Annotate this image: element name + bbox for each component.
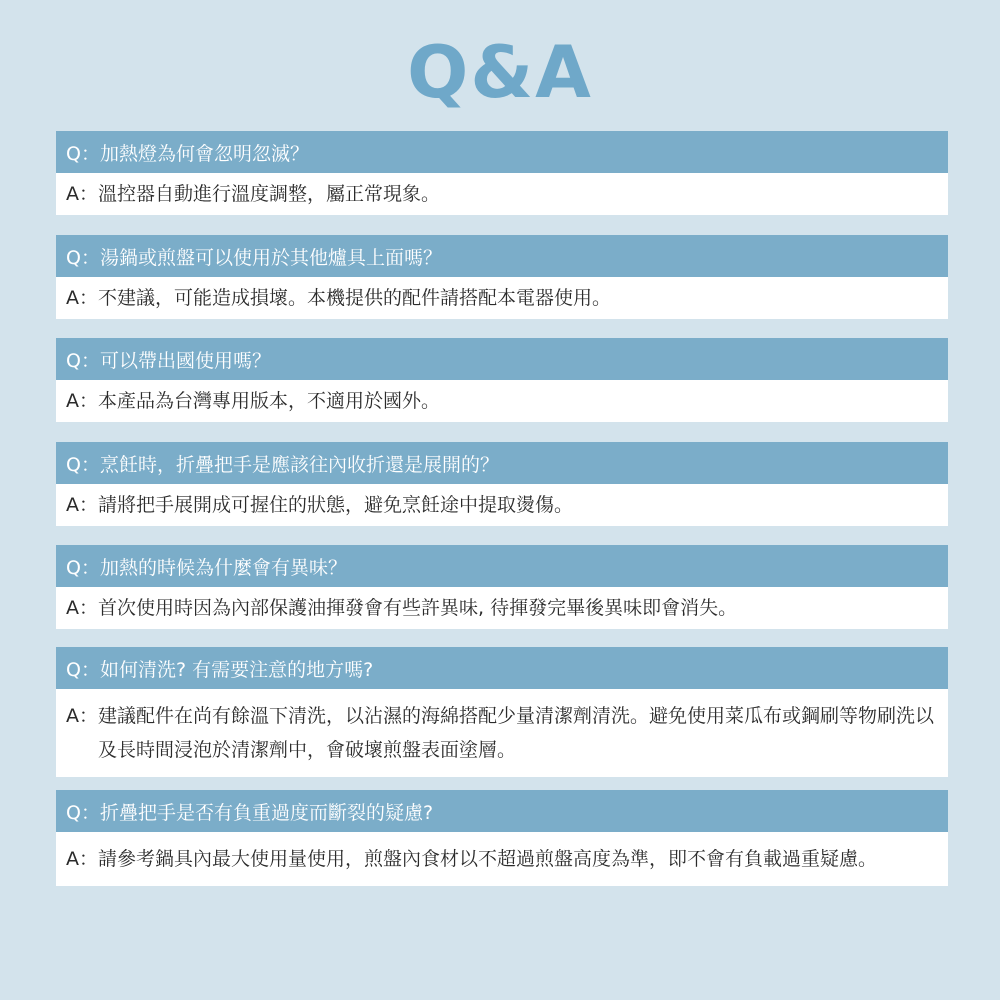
answer-prefix: A： [66, 390, 98, 412]
question-row [56, 790, 948, 832]
question-row [56, 235, 948, 277]
question-prefix: Q： [66, 556, 100, 579]
question-row [56, 131, 948, 173]
answer-prefix: A： [66, 597, 98, 619]
qa-item [56, 131, 948, 215]
answer-prefix: A： [66, 287, 98, 309]
qa-item [56, 338, 948, 422]
answer-row [56, 484, 948, 526]
answer-row [56, 832, 948, 886]
question-row [56, 338, 948, 380]
question-text: 如何清洗? 有需要注意的地方嗎? [99, 658, 374, 681]
question-text: 可以帶出國使用嗎？ [99, 349, 271, 372]
qa-item [56, 442, 948, 526]
answer-text: 建議配件在尚有餘溫下清洗，以沾濕的海綿搭配少量清潔劑清洗。避免使用菜瓜布或鋼刷等物刷洗以及長時間浸泡於清潔劑中，會破壞煎盤表面塗層。 [98, 705, 935, 761]
question-text: 烹飪時，折疊把手是應該往內收折還是展開的？ [99, 453, 499, 476]
answer-prefix: A： [66, 848, 98, 870]
qa-item [56, 235, 948, 319]
question-row [56, 647, 948, 689]
answer-row [56, 587, 948, 629]
question-prefix: Q： [66, 246, 100, 269]
answer-row [56, 277, 948, 319]
qa-item [56, 545, 948, 629]
answer-text: 請參考鍋具內最大使用量使用，煎盤內食材以不超過煎盤高度為準，即不會有負載過重疑慮。 [98, 848, 878, 870]
question-text: 湯鍋或煎盤可以使用於其他爐具上面嗎？ [99, 246, 442, 269]
answer-prefix: A： [66, 183, 98, 205]
answer-row [56, 689, 948, 777]
question-prefix: Q： [66, 658, 100, 681]
answer-text: 溫控器自動進行溫度調整，屬正常現象。 [98, 183, 441, 205]
answer-row [56, 173, 948, 215]
question-prefix: Q： [66, 801, 100, 824]
answer-row [56, 380, 948, 422]
question-text: 加熱燈為何會忽明忽滅？ [99, 142, 309, 165]
qa-item [56, 790, 948, 886]
question-row [56, 545, 948, 587]
page-title: Q&A [407, 30, 593, 114]
answer-text: 請將把手展開成可握住的狀態，避免烹飪途中提取燙傷。 [98, 494, 574, 516]
question-prefix: Q： [66, 453, 100, 476]
question-text: 折疊把手是否有負重過度而斷裂的疑慮? [99, 801, 434, 824]
answer-text: 不建議，可能造成損壞。本機提供的配件請搭配本電器使用。 [98, 287, 612, 309]
qa-item [56, 647, 948, 777]
answer-text: 首次使用時因為內部保護油揮發會有些許異味, 待揮發完畢後異味即會消失。 [98, 597, 738, 619]
answer-prefix: A： [66, 494, 98, 516]
question-prefix: Q： [66, 349, 100, 372]
question-prefix: Q： [66, 142, 100, 165]
question-text: 加熱的時候為什麼會有異味？ [99, 556, 347, 579]
answer-text: 本產品為台灣專用版本，不適用於國外。 [98, 390, 441, 412]
answer-prefix: A： [66, 705, 98, 727]
question-row [56, 442, 948, 484]
